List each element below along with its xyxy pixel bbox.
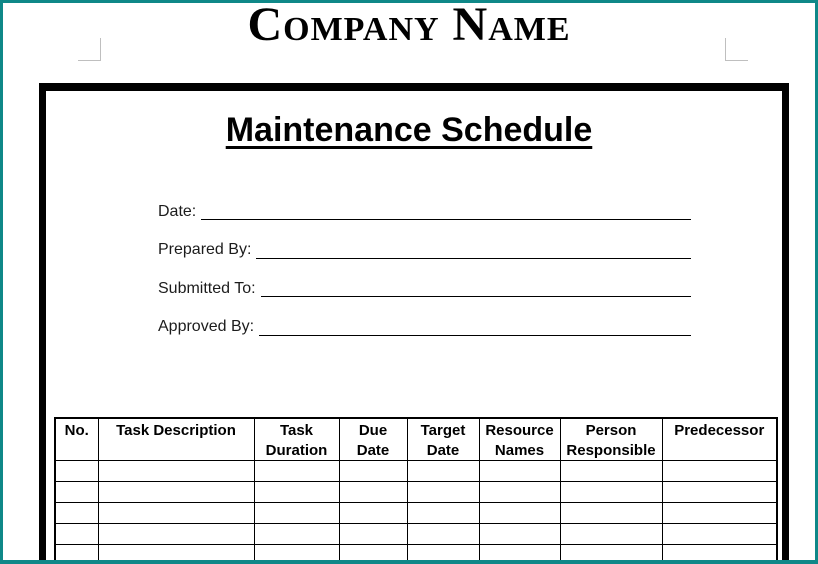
table-cell-empty[interactable]	[98, 524, 254, 545]
schedule-table-body	[55, 461, 777, 564]
form-fields	[158, 195, 691, 349]
document-title: Maintenance Schedule	[225, 111, 593, 149]
table-cell-empty[interactable]	[407, 461, 479, 482]
table-cell-empty[interactable]	[98, 503, 254, 524]
field-label-prepared-by: Prepared By:	[158, 241, 252, 259]
margin-corner-mark-right	[725, 38, 748, 61]
table-row	[55, 482, 777, 503]
form-field-submitted-to	[158, 272, 691, 298]
table-cell-empty[interactable]	[479, 503, 560, 524]
table-cell-empty[interactable]	[407, 524, 479, 545]
table-cell-empty[interactable]	[339, 482, 407, 503]
column-header-due-date: Due Date	[339, 418, 407, 461]
schedule-table-header	[55, 418, 777, 461]
column-header-task-description: Task Description	[98, 418, 254, 461]
table-cell-empty[interactable]	[479, 524, 560, 545]
table-row	[55, 503, 777, 524]
column-header-target-date: Target Date	[407, 418, 479, 461]
table-row	[55, 524, 777, 545]
table-cell-empty[interactable]	[407, 545, 479, 564]
table-cell-empty[interactable]	[662, 524, 777, 545]
margin-corner-mark-left	[78, 38, 101, 61]
table-cell-empty[interactable]	[55, 545, 98, 564]
form-field-prepared-by	[158, 234, 691, 260]
column-header-resource-names: Resource Names	[479, 418, 560, 461]
table-cell-empty[interactable]	[662, 545, 777, 564]
table-cell-empty[interactable]	[55, 461, 98, 482]
field-fill-line-approved-by[interactable]	[259, 310, 691, 336]
table-cell-empty[interactable]	[254, 461, 339, 482]
field-label-submitted-to: Submitted To:	[158, 279, 256, 297]
company-name-header: Company Name	[247, 0, 571, 51]
field-label-date: Date:	[158, 202, 197, 220]
table-cell-empty[interactable]	[407, 482, 479, 503]
table-cell-empty[interactable]	[339, 503, 407, 524]
schedule-table	[54, 417, 778, 564]
table-cell-empty[interactable]	[339, 545, 407, 564]
table-cell-empty[interactable]	[479, 461, 560, 482]
column-header-task-duration: Task Duration	[254, 418, 339, 461]
table-cell-empty[interactable]	[254, 545, 339, 564]
field-fill-line-prepared-by[interactable]	[256, 233, 691, 259]
form-field-date	[158, 195, 691, 221]
table-cell-empty[interactable]	[55, 524, 98, 545]
table-cell-empty[interactable]	[339, 524, 407, 545]
table-cell-empty[interactable]	[339, 461, 407, 482]
table-cell-empty[interactable]	[98, 545, 254, 564]
column-header-person-responsible: Person Responsible	[560, 418, 662, 461]
field-label-approved-by: Approved By:	[158, 318, 255, 336]
table-cell-empty[interactable]	[98, 482, 254, 503]
table-cell-empty[interactable]	[560, 545, 662, 564]
column-header-predecessor: Predecessor	[662, 418, 777, 461]
table-cell-empty[interactable]	[662, 503, 777, 524]
table-cell-empty[interactable]	[560, 482, 662, 503]
table-row	[55, 461, 777, 482]
table-row	[55, 545, 777, 564]
table-cell-empty[interactable]	[560, 461, 662, 482]
table-cell-empty[interactable]	[254, 524, 339, 545]
table-cell-empty[interactable]	[662, 482, 777, 503]
field-fill-line-date[interactable]	[201, 194, 691, 220]
form-field-approved-by	[158, 311, 691, 337]
table-cell-empty[interactable]	[479, 545, 560, 564]
table-cell-empty[interactable]	[479, 482, 560, 503]
table-cell-empty[interactable]	[98, 461, 254, 482]
table-cell-empty[interactable]	[254, 482, 339, 503]
table-cell-empty[interactable]	[55, 503, 98, 524]
table-cell-empty[interactable]	[254, 503, 339, 524]
field-fill-line-submitted-to[interactable]	[261, 271, 691, 297]
table-cell-empty[interactable]	[560, 524, 662, 545]
table-cell-empty[interactable]	[407, 503, 479, 524]
table-cell-empty[interactable]	[55, 482, 98, 503]
table-cell-empty[interactable]	[662, 461, 777, 482]
table-cell-empty[interactable]	[560, 503, 662, 524]
column-header-no: No.	[55, 418, 98, 461]
